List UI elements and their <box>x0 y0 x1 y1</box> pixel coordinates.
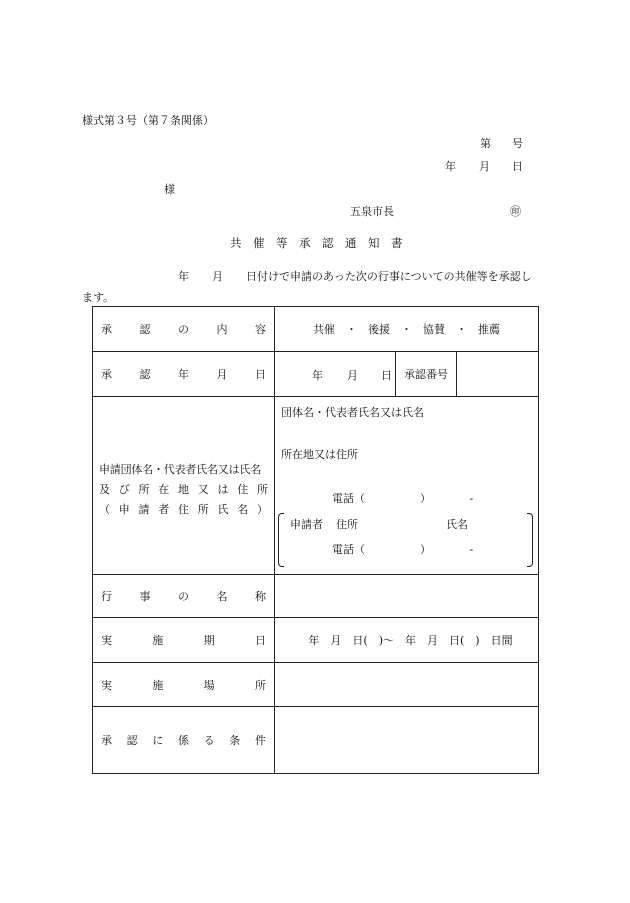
value-event-name <box>275 575 539 618</box>
event-period-text: 年 月 日( )～ 年 月 日( ) 日間 <box>308 634 513 647</box>
address-label: 所在地又は住所 <box>281 448 358 461</box>
applicant-label-line1: 申請団体名・代表者氏名又は氏名 <box>99 462 261 476</box>
value-event-period <box>275 618 539 663</box>
applicant-phone-label: 電話（ ） - <box>332 543 474 556</box>
body-month: 月 <box>212 270 223 283</box>
date-year: 年 <box>445 160 456 173</box>
body-text-line2: ます。 <box>82 291 115 304</box>
number-gou: 号 <box>512 137 523 150</box>
label-event-period: 実 施 期 日 <box>93 618 275 663</box>
approval-number-label: 承認番号 <box>396 352 457 396</box>
number-dai: 第 <box>480 137 491 150</box>
label-conditions: 承 認 に 係 る 条 件 <box>93 707 275 774</box>
date-month: 月 <box>479 160 490 173</box>
value-applicant <box>275 397 539 575</box>
label-approval-date: 承 認 年 月 日 <box>93 352 275 397</box>
value-approval-date <box>275 352 539 397</box>
document-title: 共 催 等 承 認 通 知 書 <box>230 236 403 250</box>
row-event-name <box>93 575 539 618</box>
label-event-name: 行 事 の 名 称 <box>93 575 275 618</box>
form-number: 様式第３号（第７条関係） <box>82 114 214 127</box>
label-approval-content: 承 認 の 内 容 <box>93 307 275 352</box>
approval-date-field: 年 月 日 <box>275 352 396 396</box>
row-conditions <box>93 707 539 774</box>
value-event-place <box>275 663 539 707</box>
phone-label: 電話（ ） - <box>332 492 474 505</box>
applicant-address-label: 住所 <box>336 518 358 531</box>
row-applicant <box>93 397 539 575</box>
value-conditions <box>275 707 539 774</box>
date-day: 日 <box>512 160 523 173</box>
row-event-period <box>93 618 539 663</box>
bracket-right <box>527 513 533 567</box>
row-approval-date <box>93 352 539 397</box>
approval-number-field <box>457 352 538 396</box>
org-name-label: 団体名・代表者氏名又は氏名 <box>281 406 424 419</box>
applicant-label-line2: 及 び 所 在 地 又 は 住 所 <box>99 482 268 496</box>
applicant-name-label: 氏名 <box>446 518 468 531</box>
bracket-left <box>278 513 284 567</box>
seal-mark: ㊞ <box>510 205 521 218</box>
body-text-line1: 日付けで申請のあった次の行事についての共催等を承認し <box>246 270 532 283</box>
applicant-label: 申請者 <box>290 518 323 531</box>
approval-table <box>92 306 539 774</box>
mayor-title: 五泉市長 <box>350 205 394 218</box>
label-event-place: 実 施 場 所 <box>93 663 275 707</box>
value-approval-content <box>275 307 539 352</box>
sponsorship-types: 共催 ・ 後援 ・ 協賛 ・ 推薦 <box>313 323 500 336</box>
applicant-label-line3: （ 申 請 者 住 所 氏 名 ） <box>99 502 268 516</box>
row-event-place <box>93 663 539 707</box>
addressee-sama: 様 <box>164 183 175 196</box>
row-approval-content <box>93 307 539 352</box>
label-applicant <box>93 397 275 575</box>
body-year: 年 <box>178 270 189 283</box>
